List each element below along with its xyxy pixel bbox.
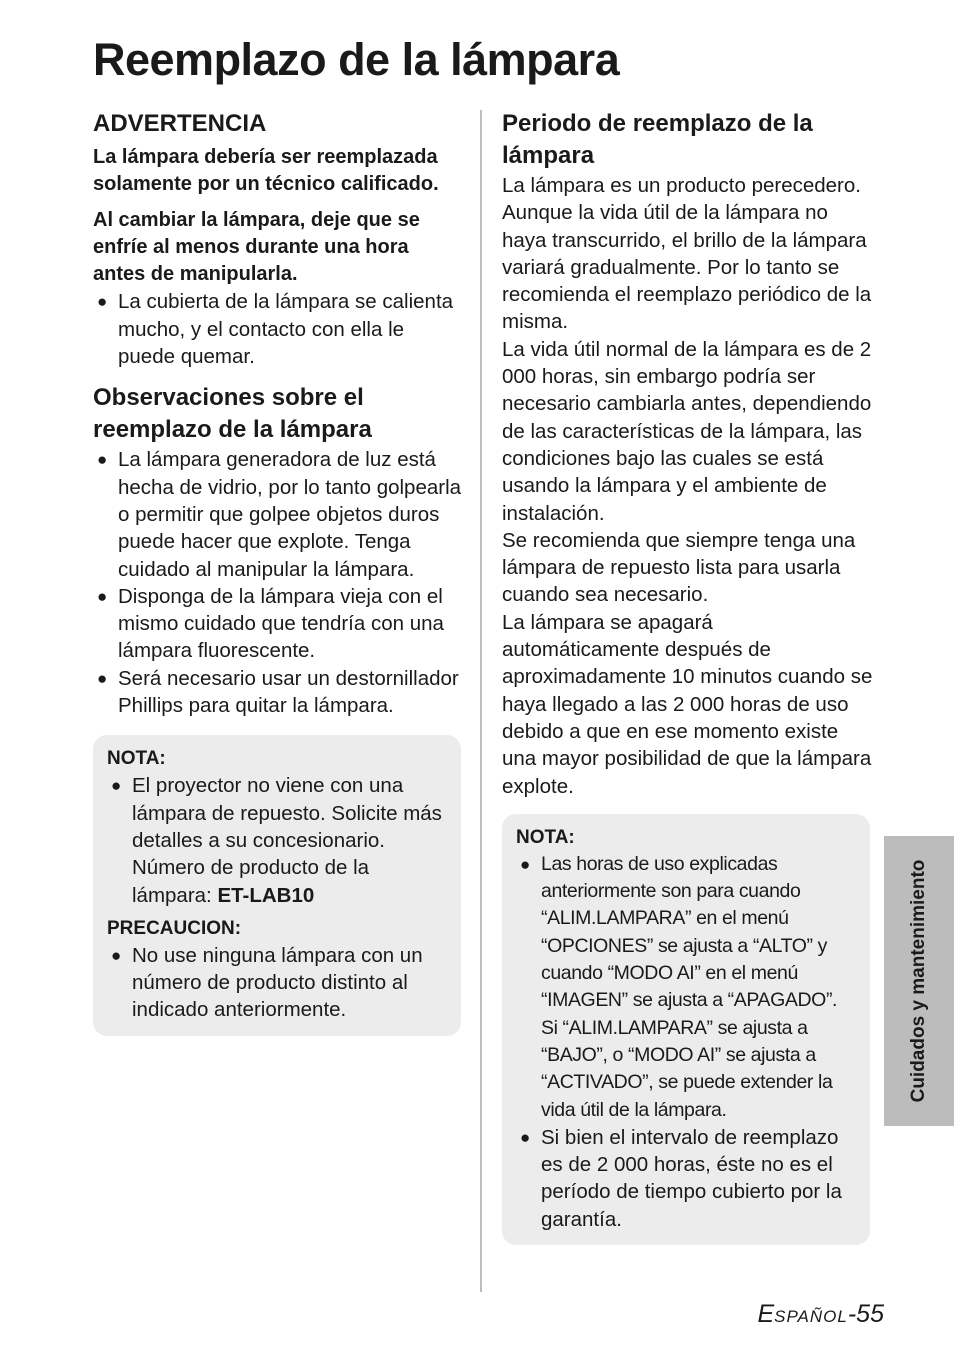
note-label: NOTA: <box>107 748 166 770</box>
bullet-icon: ● <box>520 1127 531 1147</box>
warning-bold-2: Al cambiar la lámpara, deje que se enfríe al menos durante una hora antes de manipularla. <box>93 208 420 286</box>
list-item: ● La lámpara generadora de luz está hecha de vidrio, por lo tanto golpearla o permitir que golpee objetos duros puede hacer que explote. Tenga cuidado al manipular la lámpara. <box>97 448 462 581</box>
footer-lang-rest: SPAÑOL <box>774 1307 848 1326</box>
page-number: -55 <box>847 1300 884 1328</box>
bullet-icon: ● <box>111 776 122 796</box>
column-divider <box>480 110 482 1292</box>
list-item: ● Si bien el intervalo de reemplazo es de 2 000 horas, éste no es el período de tiempo cubierto por la garantía. <box>520 1125 842 1231</box>
list-item: ● Las horas de uso explicadas anteriormente son para cuando “ALIM.LAMPARA” en el menú “OPCIONES” se ajusta a “ALTO” y cuando “MODO AI” en el menú “IMAGEN” se ajusta a “APAGADO”. Si “ALIM.LAMPARA” se ajusta a “BAJO”, o “MODO AI” se ajusta a “ACTIVADO”, se puede extender la vida útil de la lámpara. <box>520 852 838 1121</box>
warning-heading: ADVERTENCIA <box>93 110 267 137</box>
warning-bold-1: La lámpara debería ser reemplazada solamente por un técnico calificado. <box>93 146 439 196</box>
list-item: ● El proyector no viene con una lámpara de repuesto. Solicite más detalles a su concesionario. Número de producto de la lámpara: ET-LAB10 <box>111 774 442 907</box>
bullet-icon: ● <box>97 668 108 688</box>
period-paragraph: Se recomienda que siempre tenga una lámpara de repuesto lista para usarla cuando sea necesario. <box>502 528 856 607</box>
product-code: ET-LAB10 <box>217 883 315 907</box>
side-tab-label: Cuidados y mantenimiento <box>908 859 929 1103</box>
caution-label: PRECAUCION: <box>107 917 242 939</box>
observations-bullets <box>93 446 465 719</box>
left-column <box>93 108 465 1036</box>
page-footer <box>757 1300 884 1329</box>
note-box-right <box>502 814 870 1245</box>
note-box-left <box>93 735 461 1035</box>
section-side-tab <box>884 836 954 1126</box>
period-heading: Periodo de reemplazo de la lámpara <box>502 110 813 169</box>
product-number-label: Número de producto de la lámpara: <box>132 856 370 907</box>
list-item: ● No use ninguna lámpara con un número de producto distinto al indicado anteriormente. <box>111 943 423 1022</box>
period-paragraph: La lámpara es un producto perecedero. Aunque la vida útil de la lámpara no haya transcurrido, el brillo de la lámpara variará gradualmente. Por lo tanto se recomienda el reemplazo periódico de la misma. <box>502 174 872 334</box>
bullet-icon: ● <box>520 854 530 874</box>
list-item: ● La cubierta de la lámpara se calienta mucho, y el contacto con ella le puede quemar. <box>97 290 454 369</box>
footer-lang-initial: E <box>757 1300 775 1328</box>
period-paragraph: La lámpara se apagará automáticamente después de aproximadamente 10 minutos cuando se haya llegado a las 2 000 horas de uso debido a que en ese momento existe una mayor posibilidad de que la lámpara explote. <box>502 610 873 798</box>
list-item: ● Disponga de la lámpara vieja con el mismo cuidado que tendría con una lámpara fluorescente. <box>97 584 444 663</box>
note-label: NOTA: <box>516 826 575 848</box>
bullet-icon: ● <box>97 292 108 312</box>
period-paragraph: La vida útil normal de la lámpara es de 2 000 horas, sin embargo podría ser necesario cambiarla antes, dependiendo de las características de la lámpara, las condiciones bajo las cuales se está usando la lámpara y el ambiente de instalación. <box>502 337 872 525</box>
page-title: Reemplazo de la lámpara <box>93 34 620 85</box>
list-item: ● Será necesario usar un destornillador Phillips para quitar la lámpara. <box>97 666 459 718</box>
bullet-icon: ● <box>111 945 122 965</box>
bullet-icon: ● <box>97 450 108 470</box>
observations-heading: Observaciones sobre el reemplazo de la lámpara <box>93 384 372 444</box>
right-column <box>502 108 874 1245</box>
warning-bullets <box>93 288 465 370</box>
bullet-icon: ● <box>97 586 108 606</box>
